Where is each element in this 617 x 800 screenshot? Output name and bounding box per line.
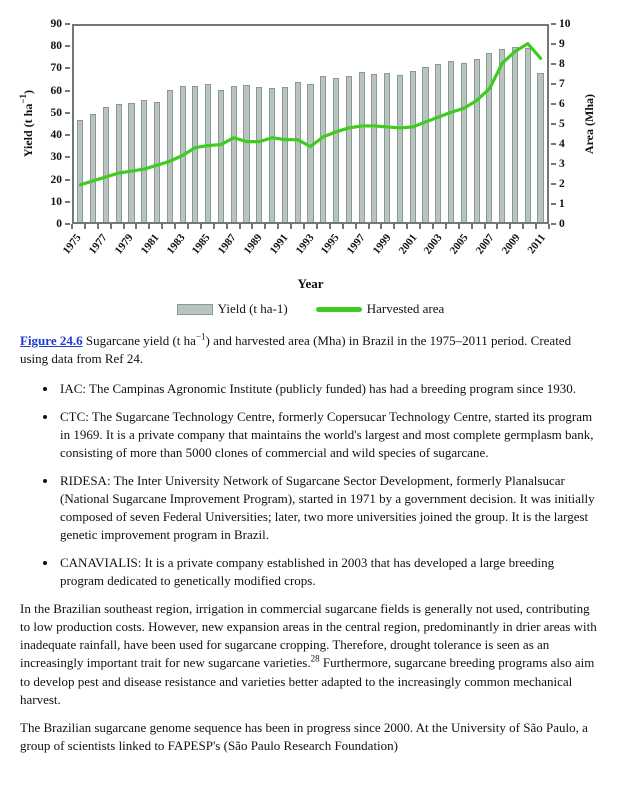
x-axis-tick — [548, 224, 550, 229]
right-axis-tick: 10 — [551, 18, 571, 30]
right-axis-tick: 9 — [551, 38, 565, 50]
left-axis-title: Yield (t $ha^{-1}$) — [17, 90, 35, 158]
right-axis-ticks — [549, 18, 581, 230]
x-axis-tick — [393, 224, 395, 229]
right-axis-tick: 4 — [551, 138, 565, 150]
left-axis-tick: 30 — [51, 151, 71, 163]
x-axis-tick — [458, 224, 460, 229]
list-item: • IAC: The Campinas Agronomic Institute (publicly funded) has had a breeding program since 1930. — [58, 380, 597, 398]
caption-text-pre: Sugarcane yield (t ha — [82, 333, 196, 348]
right-axis-tick: 1 — [551, 198, 565, 210]
x-axis-tick — [380, 224, 382, 229]
legend-area-label: Harvested area — [366, 301, 445, 316]
x-axis-tick — [509, 224, 511, 229]
x-axis-tick — [368, 224, 370, 229]
figure-caption — [20, 332, 597, 368]
x-axis-tick — [123, 224, 125, 229]
paragraph-genome: The Brazilian sugarcane genome sequence has been in progress since 2000. At the University of São Paulo, a group of scientists linked to FAPESP's (São Paulo Research Foundation) — [20, 719, 588, 754]
x-axis-tick — [303, 224, 305, 229]
x-axis-tick — [406, 224, 408, 229]
right-axis-title: Area (Mha) — [581, 93, 596, 155]
figure-24-6-chart — [17, 18, 597, 318]
x-axis-tick — [471, 224, 473, 229]
x-axis-labels: 1975 1977 1979 1981 1983 1985 1987 1989 1991 1993 1995 1997 1999 2001 2003 2005 2007 2009 2011 — [72, 224, 549, 270]
left-axis-tick: 20 — [51, 174, 71, 186]
right-axis-tick: 6 — [551, 98, 565, 110]
x-axis-tick — [355, 224, 357, 229]
x-axis-tick — [84, 224, 86, 229]
reference-superscript: 28 — [310, 653, 320, 664]
x-axis-tick — [277, 224, 279, 229]
x-axis-tick — [316, 224, 318, 229]
list-item: • CANAVIALIS: It is a private company established in 2003 that has developed a large breeding program dedicated to genetically modified crops. — [58, 554, 597, 590]
x-axis-tick — [174, 224, 176, 229]
x-axis-tick — [161, 224, 163, 229]
x-axis-tick — [110, 224, 112, 229]
right-axis-tick: 7 — [551, 78, 565, 90]
legend-item-yield — [177, 301, 288, 317]
caption-superscript: −1 — [195, 331, 206, 342]
left-axis-tick: 60 — [51, 85, 71, 97]
list-item: • RIDESA: The Inter University Network of Sugarcane Sector Development, formerly Planalsucar (National Sugarcane Improvement Program), started in 1971 by a government decision. It was initially composed of seven Federal Universities; later, two more universities joined the group. It is the largest genetic improvement program in Brazil. — [58, 472, 597, 544]
right-axis-tick: 5 — [551, 118, 565, 130]
x-axis-tick — [97, 224, 99, 229]
legend-yield-label: Yield (t ha-1) — [217, 301, 288, 316]
paragraph-text-post: Furthermore, sugarcane breeding programs also aim to develop pest and disease resistance and varieties better adapted to the increasingly common mechanical harvest. — [20, 655, 595, 707]
x-axis-tick — [290, 224, 292, 229]
x-axis-tick — [135, 224, 137, 229]
left-axis-tick: 70 — [51, 62, 71, 74]
x-axis-tick — [213, 224, 215, 229]
x-axis-tick — [148, 224, 150, 229]
x-axis-tick — [264, 224, 266, 229]
breeding-programs-list — [36, 380, 597, 589]
x-axis-tick — [535, 224, 537, 229]
x-axis-tick — [432, 224, 434, 229]
paragraph-drought — [20, 600, 597, 709]
caption-text-post: ) and harvested area (Mha) in Brazil in the 1975–2011 period. Created using data from Ref 24. — [20, 333, 572, 367]
x-axis-title: Year — [297, 276, 324, 291]
yield-swatch-icon — [177, 304, 213, 315]
right-axis-tick: 2 — [551, 178, 565, 190]
x-axis-tick — [522, 224, 524, 229]
harvested-area-line-icon — [316, 307, 362, 312]
left-axis-ticks — [36, 18, 72, 230]
right-axis-tick: 0 — [551, 218, 565, 230]
left-axis-tick: 10 — [51, 196, 71, 208]
x-axis-tick — [200, 224, 202, 229]
harvested-area-line — [74, 26, 547, 222]
plot-area — [72, 24, 549, 224]
legend-item-harvested-area — [316, 301, 445, 317]
x-axis-tick — [187, 224, 189, 229]
x-axis-tick — [329, 224, 331, 229]
left-axis-tick: 80 — [51, 40, 71, 52]
x-axis-tick — [71, 224, 73, 229]
figure-link[interactable]: Figure 24.6 — [20, 333, 83, 348]
left-axis-tick: 40 — [51, 129, 71, 141]
x-axis-tick — [496, 224, 498, 229]
chart-legend — [72, 292, 549, 318]
x-axis-tick — [445, 224, 447, 229]
left-axis-tick: 90 — [51, 18, 71, 30]
list-item: • CTC: The Sugarcane Technology Centre, formerly Copersucar Technology Centre, started its program in 1969. It is a private company that maintains the world's largest and most complete germplasm bank, consisting of more than 5000 clones of commercial and wild species of sugarcane. — [58, 408, 597, 462]
left-axis-tick: 50 — [51, 107, 71, 119]
left-axis-tick: 0 — [56, 218, 70, 230]
x-axis-tick — [484, 224, 486, 229]
x-axis-tick — [251, 224, 253, 229]
right-axis-tick: 8 — [551, 58, 565, 70]
paragraph-text-pre: In the Brazilian southeast region, irrigation in commercial sugarcane fields is generally not used, contributing to low production costs. However, new expansion areas in the central region, predominantly in drier areas with inadequate rainfall, have been used for sugarcane cropping. Therefore, drought tolerance is seen as an increasingly important trait for new sugarcane varieties. — [20, 600, 597, 671]
x-axis-tick — [342, 224, 344, 229]
x-axis-tick — [419, 224, 421, 229]
x-axis-tick — [239, 224, 241, 229]
right-axis-tick: 3 — [551, 158, 565, 170]
x-axis-tick — [226, 224, 228, 229]
